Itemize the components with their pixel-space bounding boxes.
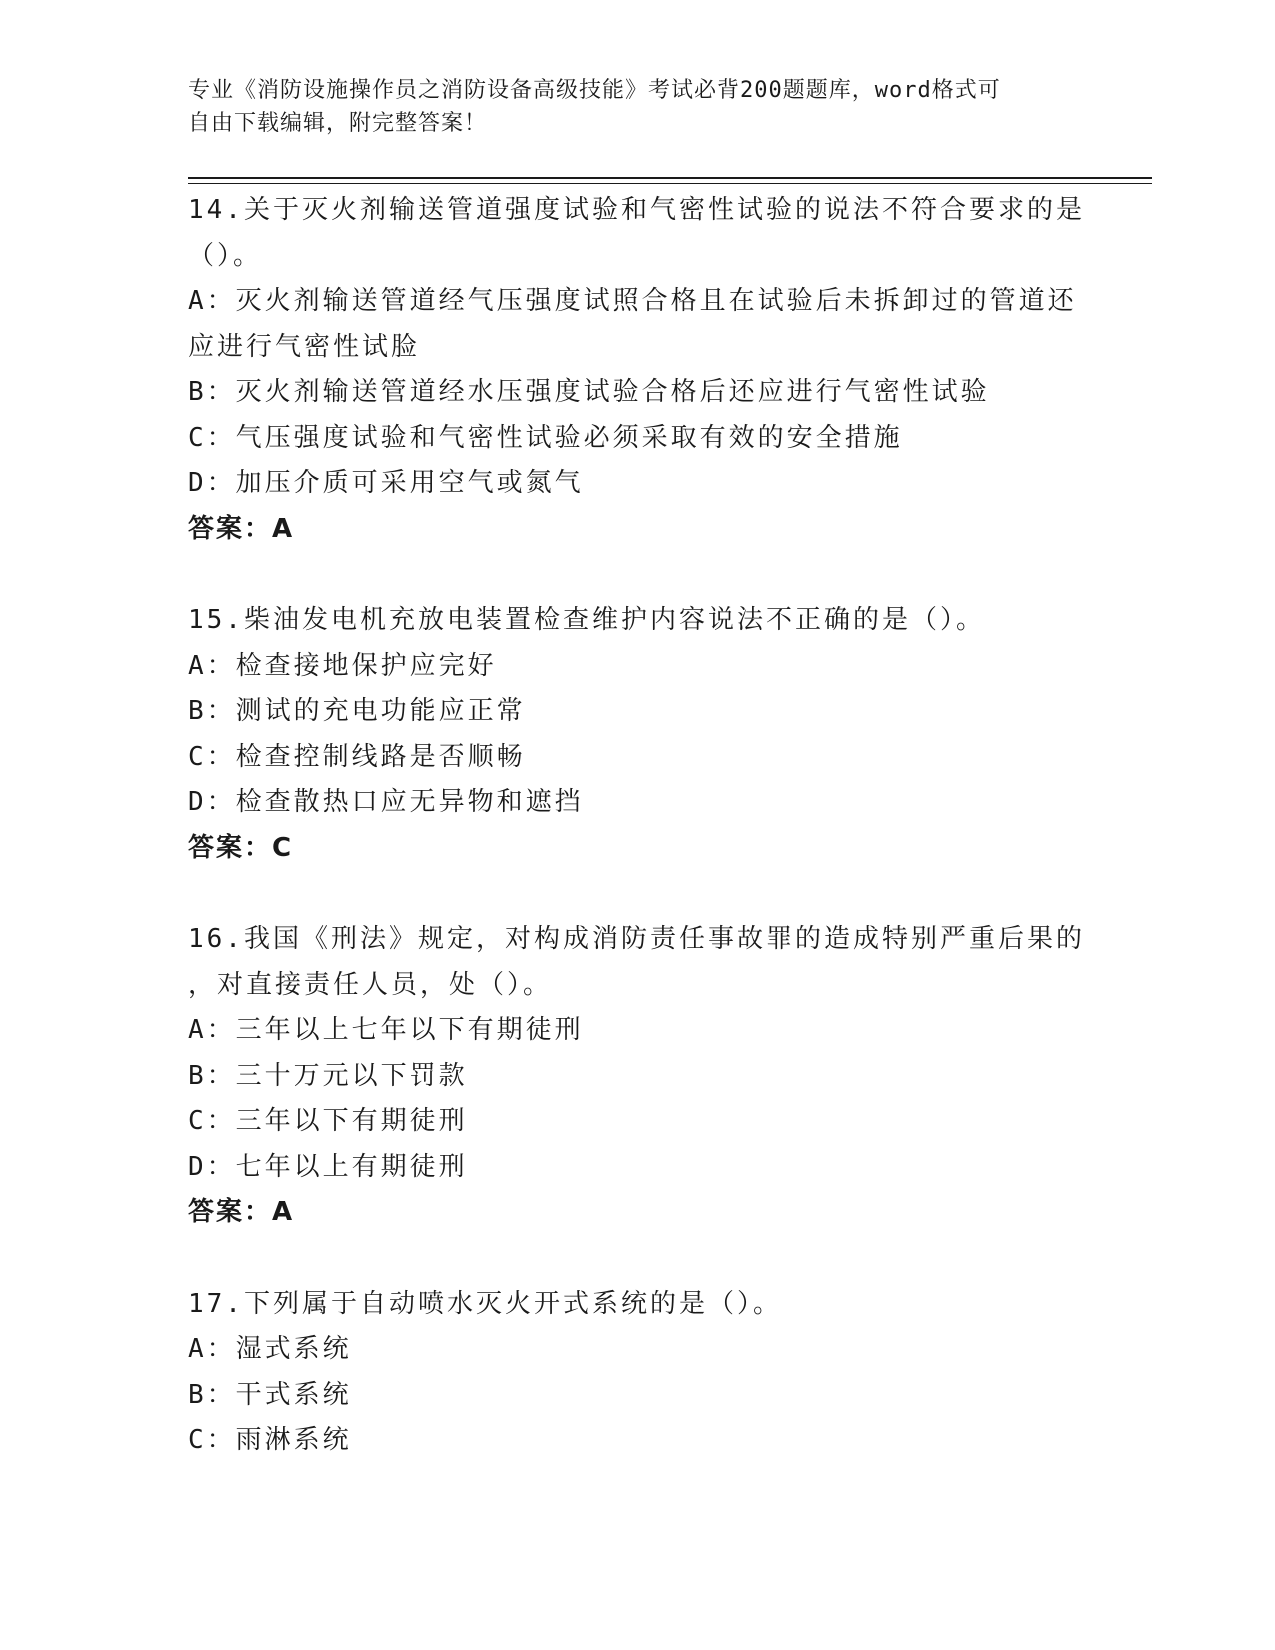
- header-line-2: 自由下载编辑，附完整答案！: [188, 111, 488, 136]
- question-stem: 16.我国《刑法》规定，对构成消防责任事故罪的造成特别严重后果的: [188, 924, 1085, 954]
- option-c: C：三年以下有期徒刑: [188, 1106, 468, 1136]
- question-17: [188, 1282, 1088, 1464]
- question-spacer: [188, 552, 1088, 598]
- question-stem-continued: ，对直接责任人员，处（）。: [188, 969, 553, 1000]
- answer-label: 答案：C: [188, 832, 294, 863]
- question-stem: 14.关于灭火剂输送管道强度试验和气密性试验的说法不符合要求的是: [188, 195, 1085, 225]
- option-a: A：灭火剂输送管道经气压强度试照合格且在试验后未拆卸过的管道还: [188, 286, 1077, 316]
- question-stem: 17.下列属于自动喷水灭火开式系统的是（）。: [188, 1288, 782, 1319]
- header-line-1: 专业《消防设施操作员之消防设备高级技能》考试必背200题题库，word格式可: [188, 78, 1001, 103]
- option-a: A：湿式系统: [188, 1334, 352, 1364]
- question-stem-continued: （）。: [188, 240, 263, 271]
- option-c: C：雨淋系统: [188, 1425, 352, 1455]
- question-stem: 15.柴油发电机充放电装置检查维护内容说法不正确的是（）。: [188, 605, 985, 635]
- header-divider-thin: [188, 183, 1152, 184]
- header-divider-thick: [188, 177, 1152, 179]
- option-d: D：加压介质可采用空气或氮气: [188, 468, 584, 498]
- question-16: [188, 917, 1088, 1236]
- answer-label: 答案：A: [188, 1197, 295, 1227]
- question-14: [188, 188, 1088, 552]
- option-b: B：干式系统: [188, 1379, 352, 1410]
- option-a-continued: 应进行气密性试脸: [188, 331, 421, 362]
- option-d: D：七年以上有期徒刑: [188, 1151, 468, 1182]
- question-list: [188, 188, 1088, 1464]
- question-spacer: [188, 1236, 1088, 1282]
- question-spacer: [188, 871, 1088, 917]
- option-b: B：三十万元以下罚款: [188, 1060, 468, 1091]
- option-b: B：测试的充电功能应正常: [188, 696, 526, 726]
- option-a: A：三年以上七年以下有期徒刑: [188, 1015, 584, 1045]
- option-d: D：检查散热口应无异物和遮挡: [188, 787, 584, 817]
- answer-label: 答案：A: [188, 513, 295, 544]
- document-header: [188, 74, 1088, 140]
- option-b: B：灭火剂输送管道经水压强度试验合格后还应进行气密性试验: [188, 377, 990, 407]
- option-c: C：气压强度试验和气密性试验必须采取有效的安全措施: [188, 422, 903, 453]
- question-15: [188, 598, 1088, 871]
- option-a: A：检查接地保护应完好: [188, 650, 497, 681]
- option-c: C：检查控制线路是否顺畅: [188, 741, 526, 772]
